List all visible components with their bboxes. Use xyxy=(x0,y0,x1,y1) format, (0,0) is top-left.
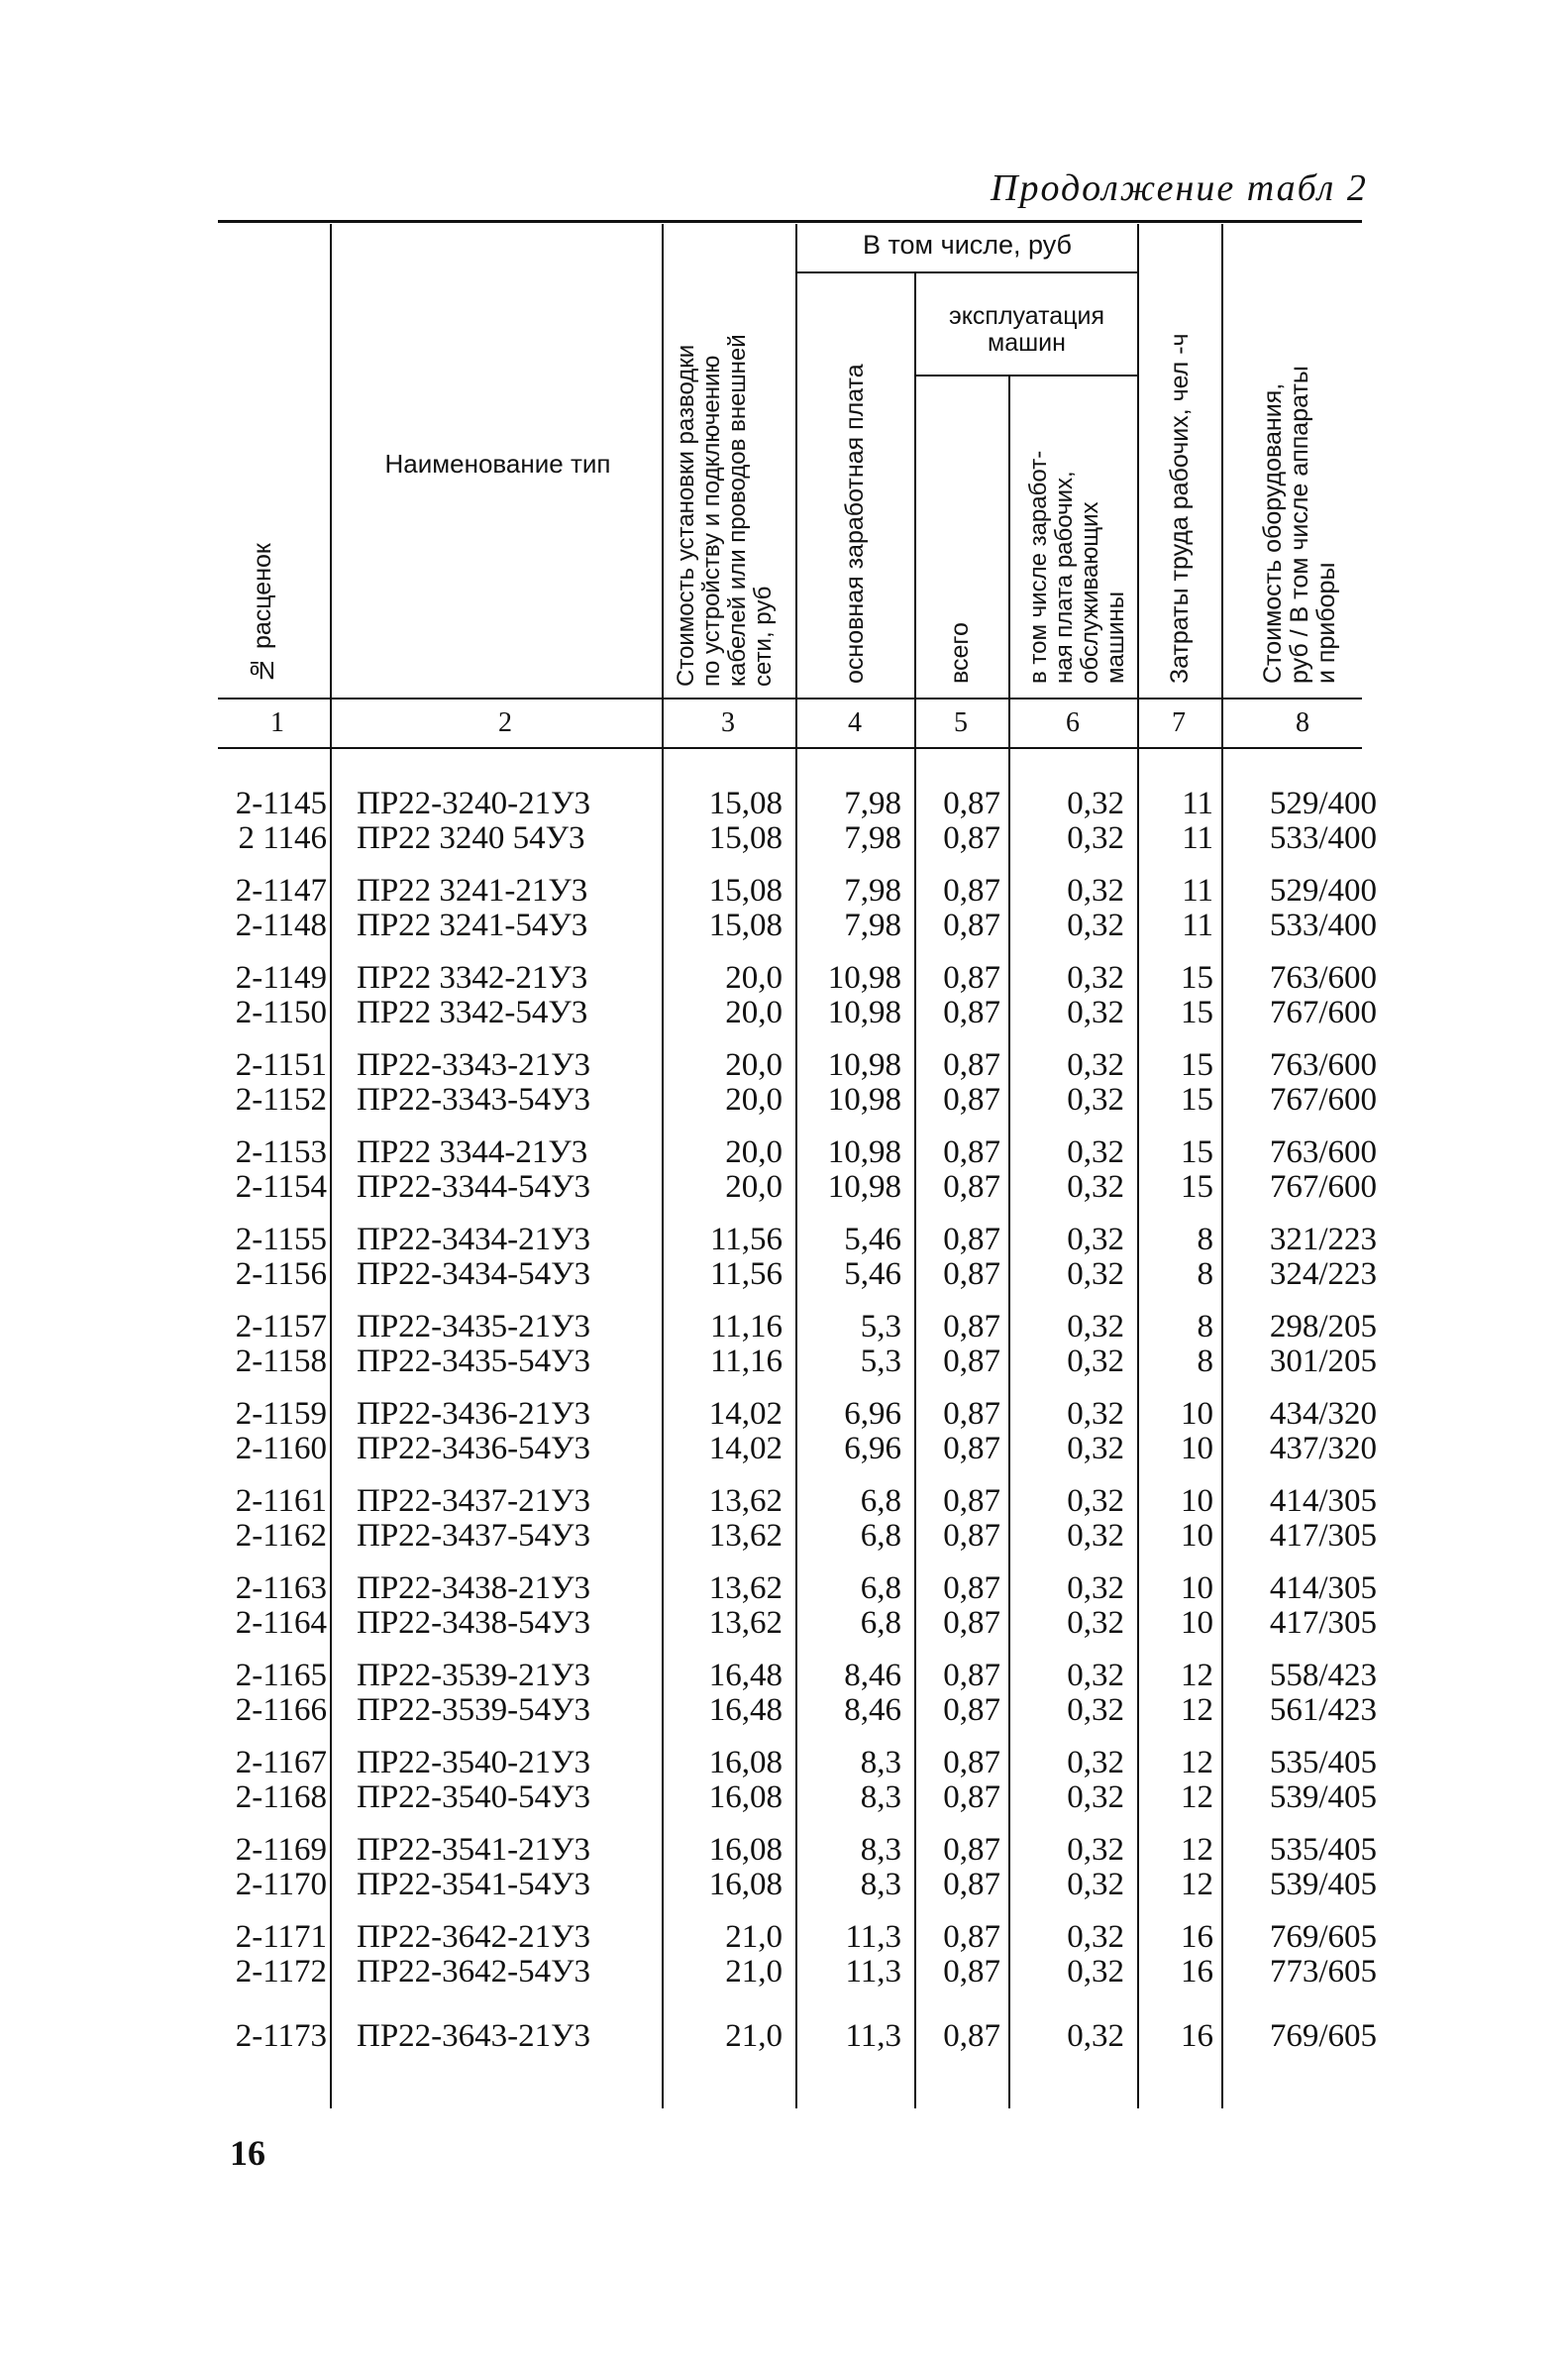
cell-base-wage: 11,3 xyxy=(845,2018,901,2054)
cell-base-wage: 5,46 xyxy=(844,1222,901,1257)
cell-operator-wage: 0,32 xyxy=(1067,1518,1124,1554)
cell-installation-cost: 13,62 xyxy=(708,1605,783,1641)
cell-operator-wage: 0,32 xyxy=(1067,1605,1124,1641)
cell-installation-cost: 16,08 xyxy=(708,1779,783,1815)
cell-machine-total: 0,87 xyxy=(943,908,1000,943)
cell-type-name: ПР22-3541-54У3 xyxy=(357,1867,591,1902)
cell-rate-number: 2-1148 xyxy=(235,908,327,943)
cell-rate-number: 2-1167 xyxy=(235,1745,327,1780)
header-bottom-rule xyxy=(218,698,1362,699)
cell-labor-hours: 10 xyxy=(1181,1518,1213,1554)
cell-type-name: ПР22-3541-21У3 xyxy=(357,1832,591,1868)
cell-type-name: ПР22-3435-54У3 xyxy=(357,1344,591,1379)
cell-machine-total: 0,87 xyxy=(943,1570,1000,1606)
cell-installation-cost: 15,08 xyxy=(708,786,783,821)
cell-base-wage: 7,98 xyxy=(844,786,901,821)
cell-labor-hours: 11 xyxy=(1182,786,1213,821)
cell-type-name: ПР22-3435-21У3 xyxy=(357,1309,591,1345)
cell-equipment-cost: 558/423 xyxy=(1269,1658,1377,1693)
cell-base-wage: 5,46 xyxy=(844,1256,901,1292)
cell-installation-cost: 21,0 xyxy=(725,1954,783,1990)
table-row xyxy=(0,1954,1568,1990)
cell-operator-wage: 0,32 xyxy=(1067,1692,1124,1728)
cell-labor-hours: 15 xyxy=(1181,1082,1213,1118)
cell-installation-cost: 20,0 xyxy=(725,995,783,1030)
table-row xyxy=(0,960,1568,996)
cell-rate-number: 2-1157 xyxy=(235,1309,327,1345)
cell-machine-total: 0,87 xyxy=(943,1256,1000,1292)
cell-type-name: ПР22 3342-54У3 xyxy=(357,995,588,1030)
cell-rate-number: 2-1156 xyxy=(235,1256,327,1292)
cell-operator-wage: 0,32 xyxy=(1067,960,1124,996)
cell-base-wage: 6,8 xyxy=(860,1605,901,1641)
cell-base-wage: 7,98 xyxy=(844,873,901,909)
cell-machine-total: 0,87 xyxy=(943,960,1000,996)
cell-labor-hours: 15 xyxy=(1181,995,1213,1030)
cell-base-wage: 10,98 xyxy=(827,1047,901,1083)
cell-rate-number: 2-1149 xyxy=(235,960,327,996)
cell-installation-cost: 14,02 xyxy=(708,1431,783,1466)
cell-equipment-cost: 769/605 xyxy=(1269,2018,1377,2054)
cell-installation-cost: 13,62 xyxy=(708,1483,783,1519)
cell-rate-number: 2-1173 xyxy=(235,2018,327,2054)
table-row xyxy=(0,1344,1568,1379)
cell-equipment-cost: 539/405 xyxy=(1269,1867,1377,1902)
cell-type-name: ПР22 3241-21У3 xyxy=(357,873,588,909)
page-number: 16 xyxy=(230,2133,265,2173)
cell-labor-hours: 11 xyxy=(1182,873,1213,909)
cell-base-wage: 8,3 xyxy=(860,1832,901,1868)
table-row xyxy=(0,1483,1568,1519)
cell-equipment-cost: 767/600 xyxy=(1269,995,1377,1030)
cell-operator-wage: 0,32 xyxy=(1067,1431,1124,1466)
column-number-3: 3 xyxy=(721,707,735,738)
cell-machine-total: 0,87 xyxy=(943,1832,1000,1868)
cell-installation-cost: 16,08 xyxy=(708,1832,783,1868)
header-equipment-cost: Стоимость оборудования, руб / В том числе аппараты и приборы xyxy=(1259,366,1340,684)
table-row xyxy=(0,1518,1568,1554)
cell-labor-hours: 15 xyxy=(1181,1047,1213,1083)
table-row xyxy=(0,1169,1568,1205)
cell-installation-cost: 21,0 xyxy=(725,1919,783,1955)
cell-installation-cost: 20,0 xyxy=(725,1082,783,1118)
cell-rate-number: 2-1165 xyxy=(235,1658,327,1693)
cell-equipment-cost: 324/223 xyxy=(1269,1256,1377,1292)
cell-base-wage: 10,98 xyxy=(827,1169,901,1205)
cell-equipment-cost: 533/400 xyxy=(1269,908,1377,943)
cell-machine-total: 0,87 xyxy=(943,1169,1000,1205)
cell-installation-cost: 20,0 xyxy=(725,1134,783,1170)
cell-base-wage: 11,3 xyxy=(845,1919,901,1955)
cell-base-wage: 5,3 xyxy=(860,1344,901,1379)
table-row xyxy=(0,1919,1568,1955)
table-row xyxy=(0,786,1568,821)
cell-rate-number: 2-1158 xyxy=(235,1344,327,1379)
cell-labor-hours: 16 xyxy=(1181,1919,1213,1955)
cell-equipment-cost: 298/205 xyxy=(1269,1309,1377,1345)
cell-equipment-cost: 773/605 xyxy=(1269,1954,1377,1990)
cell-operator-wage: 0,32 xyxy=(1067,1222,1124,1257)
cell-labor-hours: 10 xyxy=(1181,1396,1213,1432)
cell-operator-wage: 0,32 xyxy=(1067,1867,1124,1902)
cell-base-wage: 10,98 xyxy=(827,1134,901,1170)
table-row xyxy=(0,1309,1568,1345)
cell-base-wage: 6,96 xyxy=(844,1396,901,1432)
cell-equipment-cost: 763/600 xyxy=(1269,960,1377,996)
cell-rate-number: 2-1159 xyxy=(235,1396,327,1432)
table-top-rule xyxy=(218,220,1362,223)
cell-type-name: ПР22-3539-54У3 xyxy=(357,1692,591,1728)
cell-installation-cost: 11,16 xyxy=(709,1344,783,1379)
cell-type-name: ПР22-3540-54У3 xyxy=(357,1779,591,1815)
cell-base-wage: 8,3 xyxy=(860,1779,901,1815)
table-row xyxy=(0,1658,1568,1693)
column-number-1: 1 xyxy=(270,707,284,738)
cell-operator-wage: 0,32 xyxy=(1067,1745,1124,1780)
cell-operator-wage: 0,32 xyxy=(1067,1047,1124,1083)
cell-rate-number: 2-1160 xyxy=(235,1431,327,1466)
cell-rate-number: 2-1153 xyxy=(235,1134,327,1170)
cell-base-wage: 8,46 xyxy=(844,1658,901,1693)
cell-labor-hours: 11 xyxy=(1182,908,1213,943)
cell-type-name: ПР22-3240-21У3 xyxy=(357,786,591,821)
cell-machine-total: 0,87 xyxy=(943,1692,1000,1728)
cell-operator-wage: 0,32 xyxy=(1067,1570,1124,1606)
cell-installation-cost: 11,56 xyxy=(709,1222,783,1257)
cell-installation-cost: 20,0 xyxy=(725,1047,783,1083)
column-number-7: 7 xyxy=(1172,707,1186,738)
header-machine-operator-wage: в том числе заработ- ная плата рабочих, обслуживающих машины xyxy=(1025,450,1129,684)
table-row xyxy=(0,1134,1568,1170)
table-row xyxy=(0,995,1568,1030)
cell-type-name: ПР22-3434-54У3 xyxy=(357,1256,591,1292)
cell-type-name: ПР22-3344-54У3 xyxy=(357,1169,591,1205)
cell-labor-hours: 8 xyxy=(1197,1309,1213,1345)
cell-equipment-cost: 529/400 xyxy=(1269,786,1377,821)
cell-equipment-cost: 301/205 xyxy=(1269,1344,1377,1379)
cell-machine-total: 0,87 xyxy=(943,1919,1000,1955)
cell-type-name: ПР22-3642-54У3 xyxy=(357,1954,591,1990)
cell-equipment-cost: 417/305 xyxy=(1269,1518,1377,1554)
cell-rate-number: 2-1172 xyxy=(235,1954,327,1990)
cell-labor-hours: 16 xyxy=(1181,1954,1213,1990)
cell-base-wage: 8,3 xyxy=(860,1745,901,1780)
cell-equipment-cost: 763/600 xyxy=(1269,1047,1377,1083)
cell-base-wage: 5,3 xyxy=(860,1309,901,1345)
cell-labor-hours: 8 xyxy=(1197,1222,1213,1257)
cell-labor-hours: 10 xyxy=(1181,1431,1213,1466)
cell-machine-total: 0,87 xyxy=(943,1779,1000,1815)
cell-machine-total: 0,87 xyxy=(943,995,1000,1030)
cell-operator-wage: 0,32 xyxy=(1067,820,1124,856)
cell-equipment-cost: 414/305 xyxy=(1269,1483,1377,1519)
cell-rate-number: 2-1162 xyxy=(235,1518,327,1554)
cell-machine-total: 0,87 xyxy=(943,1745,1000,1780)
cell-type-name: ПР22-3437-54У3 xyxy=(357,1518,591,1554)
cell-installation-cost: 13,62 xyxy=(708,1518,783,1554)
cell-type-name: ПР22-3438-21У3 xyxy=(357,1570,591,1606)
cell-machine-total: 0,87 xyxy=(943,1222,1000,1257)
cell-type-name: ПР22-3343-54У3 xyxy=(357,1082,591,1118)
cell-rate-number: 2-1171 xyxy=(235,1919,327,1955)
cell-equipment-cost: 539/405 xyxy=(1269,1779,1377,1815)
cell-rate-number: 2-1151 xyxy=(235,1047,327,1083)
cell-labor-hours: 12 xyxy=(1181,1692,1213,1728)
cell-type-name: ПР22-3642-21У3 xyxy=(357,1919,591,1955)
cell-base-wage: 8,46 xyxy=(844,1692,901,1728)
cell-base-wage: 11,3 xyxy=(845,1954,901,1990)
cell-rate-number: 2-1155 xyxy=(235,1222,327,1257)
cell-installation-cost: 11,56 xyxy=(709,1256,783,1292)
table-caption: Продолжение табл 2 xyxy=(991,167,1368,209)
cell-equipment-cost: 535/405 xyxy=(1269,1832,1377,1868)
cell-equipment-cost: 434/320 xyxy=(1269,1396,1377,1432)
cell-equipment-cost: 417/305 xyxy=(1269,1605,1377,1641)
cell-base-wage: 6,8 xyxy=(860,1483,901,1519)
header-rate-number: № расценок xyxy=(249,543,276,684)
header-labor-hours: Затраты труда рабочих, чел -ч xyxy=(1166,333,1194,684)
cell-installation-cost: 15,08 xyxy=(708,873,783,909)
cell-installation-cost: 13,62 xyxy=(708,1570,783,1606)
cell-machine-total: 0,87 xyxy=(943,873,1000,909)
cell-type-name: ПР22-3436-54У3 xyxy=(357,1431,591,1466)
cell-equipment-cost: 767/600 xyxy=(1269,1082,1377,1118)
cell-labor-hours: 12 xyxy=(1181,1867,1213,1902)
cell-machine-total: 0,87 xyxy=(943,1605,1000,1641)
cell-machine-total: 0,87 xyxy=(943,1518,1000,1554)
cell-labor-hours: 12 xyxy=(1181,1832,1213,1868)
cell-machine-total: 0,87 xyxy=(943,2018,1000,2054)
table-row xyxy=(0,1431,1568,1466)
cell-base-wage: 10,98 xyxy=(827,1082,901,1118)
cell-machine-total: 0,87 xyxy=(943,820,1000,856)
cell-rate-number: 2 1146 xyxy=(238,820,327,856)
cell-equipment-cost: 529/400 xyxy=(1269,873,1377,909)
cell-type-name: ПР22 3342-21У3 xyxy=(357,960,588,996)
table-row xyxy=(0,1396,1568,1432)
cell-operator-wage: 0,32 xyxy=(1067,1344,1124,1379)
cell-labor-hours: 8 xyxy=(1197,1256,1213,1292)
table-row xyxy=(0,1692,1568,1728)
cell-operator-wage: 0,32 xyxy=(1067,1082,1124,1118)
cell-base-wage: 8,3 xyxy=(860,1867,901,1902)
cell-labor-hours: 10 xyxy=(1181,1483,1213,1519)
cell-labor-hours: 10 xyxy=(1181,1605,1213,1641)
cell-labor-hours: 15 xyxy=(1181,960,1213,996)
column-number-5: 5 xyxy=(954,707,968,738)
column-number-4: 4 xyxy=(848,707,862,738)
cell-operator-wage: 0,32 xyxy=(1067,1169,1124,1205)
header-type-name: Наименование тип xyxy=(384,449,611,479)
cell-installation-cost: 15,08 xyxy=(708,820,783,856)
cell-rate-number: 2-1152 xyxy=(235,1082,327,1118)
cell-operator-wage: 0,32 xyxy=(1067,995,1124,1030)
cell-operator-wage: 0,32 xyxy=(1067,1919,1124,1955)
cell-machine-total: 0,87 xyxy=(943,1658,1000,1693)
cell-rate-number: 2-1169 xyxy=(235,1832,327,1868)
cell-labor-hours: 15 xyxy=(1181,1169,1213,1205)
cell-machine-total: 0,87 xyxy=(943,1483,1000,1519)
cell-equipment-cost: 769/605 xyxy=(1269,1919,1377,1955)
column-number-2: 2 xyxy=(498,707,512,738)
cell-base-wage: 6,96 xyxy=(844,1431,901,1466)
cell-installation-cost: 16,48 xyxy=(708,1658,783,1693)
cell-operator-wage: 0,32 xyxy=(1067,873,1124,909)
cell-equipment-cost: 437/320 xyxy=(1269,1431,1377,1466)
cell-rate-number: 2-1150 xyxy=(235,995,327,1030)
cell-base-wage: 10,98 xyxy=(827,960,901,996)
cell-operator-wage: 0,32 xyxy=(1067,1134,1124,1170)
cell-operator-wage: 0,32 xyxy=(1067,1256,1124,1292)
cell-labor-hours: 8 xyxy=(1197,1344,1213,1379)
cell-labor-hours: 16 xyxy=(1181,2018,1213,2054)
cell-machine-total: 0,87 xyxy=(943,786,1000,821)
cell-base-wage: 7,98 xyxy=(844,908,901,943)
cell-labor-hours: 12 xyxy=(1181,1779,1213,1815)
cell-equipment-cost: 767/600 xyxy=(1269,1169,1377,1205)
cell-rate-number: 2-1166 xyxy=(235,1692,327,1728)
cell-type-name: ПР22-3540-21У3 xyxy=(357,1745,591,1780)
cell-machine-total: 0,87 xyxy=(943,1867,1000,1902)
cell-rate-number: 2-1145 xyxy=(235,786,327,821)
table-row xyxy=(0,1779,1568,1815)
cell-type-name: ПР22-3438-54У3 xyxy=(357,1605,591,1641)
cell-rate-number: 2-1163 xyxy=(235,1570,327,1606)
table-row xyxy=(0,908,1568,943)
cell-operator-wage: 0,32 xyxy=(1067,1483,1124,1519)
cell-operator-wage: 0,32 xyxy=(1067,1779,1124,1815)
cell-machine-total: 0,87 xyxy=(943,1309,1000,1345)
table-row xyxy=(0,1745,1568,1780)
cell-installation-cost: 14,02 xyxy=(708,1396,783,1432)
cell-equipment-cost: 561/423 xyxy=(1269,1692,1377,1728)
cell-equipment-cost: 535/405 xyxy=(1269,1745,1377,1780)
table-row xyxy=(0,1605,1568,1641)
cell-labor-hours: 12 xyxy=(1181,1658,1213,1693)
cell-equipment-cost: 414/305 xyxy=(1269,1570,1377,1606)
cell-operator-wage: 0,32 xyxy=(1067,2018,1124,2054)
cell-machine-total: 0,87 xyxy=(943,1431,1000,1466)
cell-operator-wage: 0,32 xyxy=(1067,1832,1124,1868)
cell-installation-cost: 20,0 xyxy=(725,1169,783,1205)
column-number-6: 6 xyxy=(1066,707,1080,738)
cell-installation-cost: 21,0 xyxy=(725,2018,783,2054)
cell-rate-number: 2-1147 xyxy=(235,873,327,909)
cell-installation-cost: 11,16 xyxy=(709,1309,783,1345)
cell-type-name: ПР22 3344-21У3 xyxy=(357,1134,588,1170)
cell-operator-wage: 0,32 xyxy=(1067,1658,1124,1693)
column-number-8: 8 xyxy=(1296,707,1309,738)
cell-base-wage: 7,98 xyxy=(844,820,901,856)
cell-machine-total: 0,87 xyxy=(943,1344,1000,1379)
cell-operator-wage: 0,32 xyxy=(1067,1396,1124,1432)
table-row xyxy=(0,1047,1568,1083)
cell-type-name: ПР22-3539-21У3 xyxy=(357,1658,591,1693)
cell-labor-hours: 15 xyxy=(1181,1134,1213,1170)
cell-base-wage: 6,8 xyxy=(860,1518,901,1554)
header-base-wage: основная заработная плата xyxy=(841,364,869,684)
table-row xyxy=(0,1222,1568,1257)
cell-labor-hours: 10 xyxy=(1181,1570,1213,1606)
cell-type-name: ПР22-3343-21У3 xyxy=(357,1047,591,1083)
table-row xyxy=(0,1082,1568,1118)
cell-labor-hours: 12 xyxy=(1181,1745,1213,1780)
cell-installation-cost: 16,08 xyxy=(708,1867,783,1902)
cell-equipment-cost: 321/223 xyxy=(1269,1222,1377,1257)
cell-type-name: ПР22-3436-21У3 xyxy=(357,1396,591,1432)
cell-installation-cost: 15,08 xyxy=(708,908,783,943)
cell-base-wage: 6,8 xyxy=(860,1570,901,1606)
cell-installation-cost: 16,48 xyxy=(708,1692,783,1728)
cell-type-name: ПР22 3241-54У3 xyxy=(357,908,588,943)
cell-rate-number: 2-1161 xyxy=(235,1483,327,1519)
table-row xyxy=(0,1256,1568,1292)
cell-equipment-cost: 763/600 xyxy=(1269,1134,1377,1170)
cell-rate-number: 2-1170 xyxy=(235,1867,327,1902)
cell-machine-total: 0,87 xyxy=(943,1134,1000,1170)
table-row xyxy=(0,2018,1568,2054)
table-row xyxy=(0,820,1568,856)
cell-machine-total: 0,87 xyxy=(943,1954,1000,1990)
cell-equipment-cost: 533/400 xyxy=(1269,820,1377,856)
cell-type-name: ПР22-3437-21У3 xyxy=(357,1483,591,1519)
table-row xyxy=(0,1570,1568,1606)
table-row xyxy=(0,873,1568,909)
header-machine-operation: эксплуатация машин xyxy=(948,302,1105,357)
cell-type-name: ПР22 3240 54У3 xyxy=(357,820,585,856)
cell-machine-total: 0,87 xyxy=(943,1082,1000,1118)
header-total: всего xyxy=(946,622,974,684)
header-installation-cost: Стоимость установки разводки по устройству и подключению кабелей или проводов внешней сети, руб xyxy=(673,334,777,687)
cell-rate-number: 2-1168 xyxy=(235,1779,327,1815)
cell-operator-wage: 0,32 xyxy=(1067,908,1124,943)
cell-rate-number: 2-1164 xyxy=(235,1605,327,1641)
cell-operator-wage: 0,32 xyxy=(1067,786,1124,821)
column-numbers-rule xyxy=(218,747,1362,749)
table-row xyxy=(0,1832,1568,1868)
cell-installation-cost: 16,08 xyxy=(708,1745,783,1780)
header-including-rub: В том числе, руб xyxy=(862,230,1073,260)
cell-labor-hours: 11 xyxy=(1182,820,1213,856)
subgroup-header-rule xyxy=(914,375,1137,377)
cell-type-name: ПР22-3434-21У3 xyxy=(357,1222,591,1257)
cell-type-name: ПР22-3643-21У3 xyxy=(357,2018,591,2054)
cell-machine-total: 0,87 xyxy=(943,1047,1000,1083)
cell-operator-wage: 0,32 xyxy=(1067,1309,1124,1345)
cell-base-wage: 10,98 xyxy=(827,995,901,1030)
group-header-rule xyxy=(795,271,1137,273)
table-row xyxy=(0,1867,1568,1902)
cell-operator-wage: 0,32 xyxy=(1067,1954,1124,1990)
cell-installation-cost: 20,0 xyxy=(725,960,783,996)
cell-rate-number: 2-1154 xyxy=(235,1169,327,1205)
cell-machine-total: 0,87 xyxy=(943,1396,1000,1432)
